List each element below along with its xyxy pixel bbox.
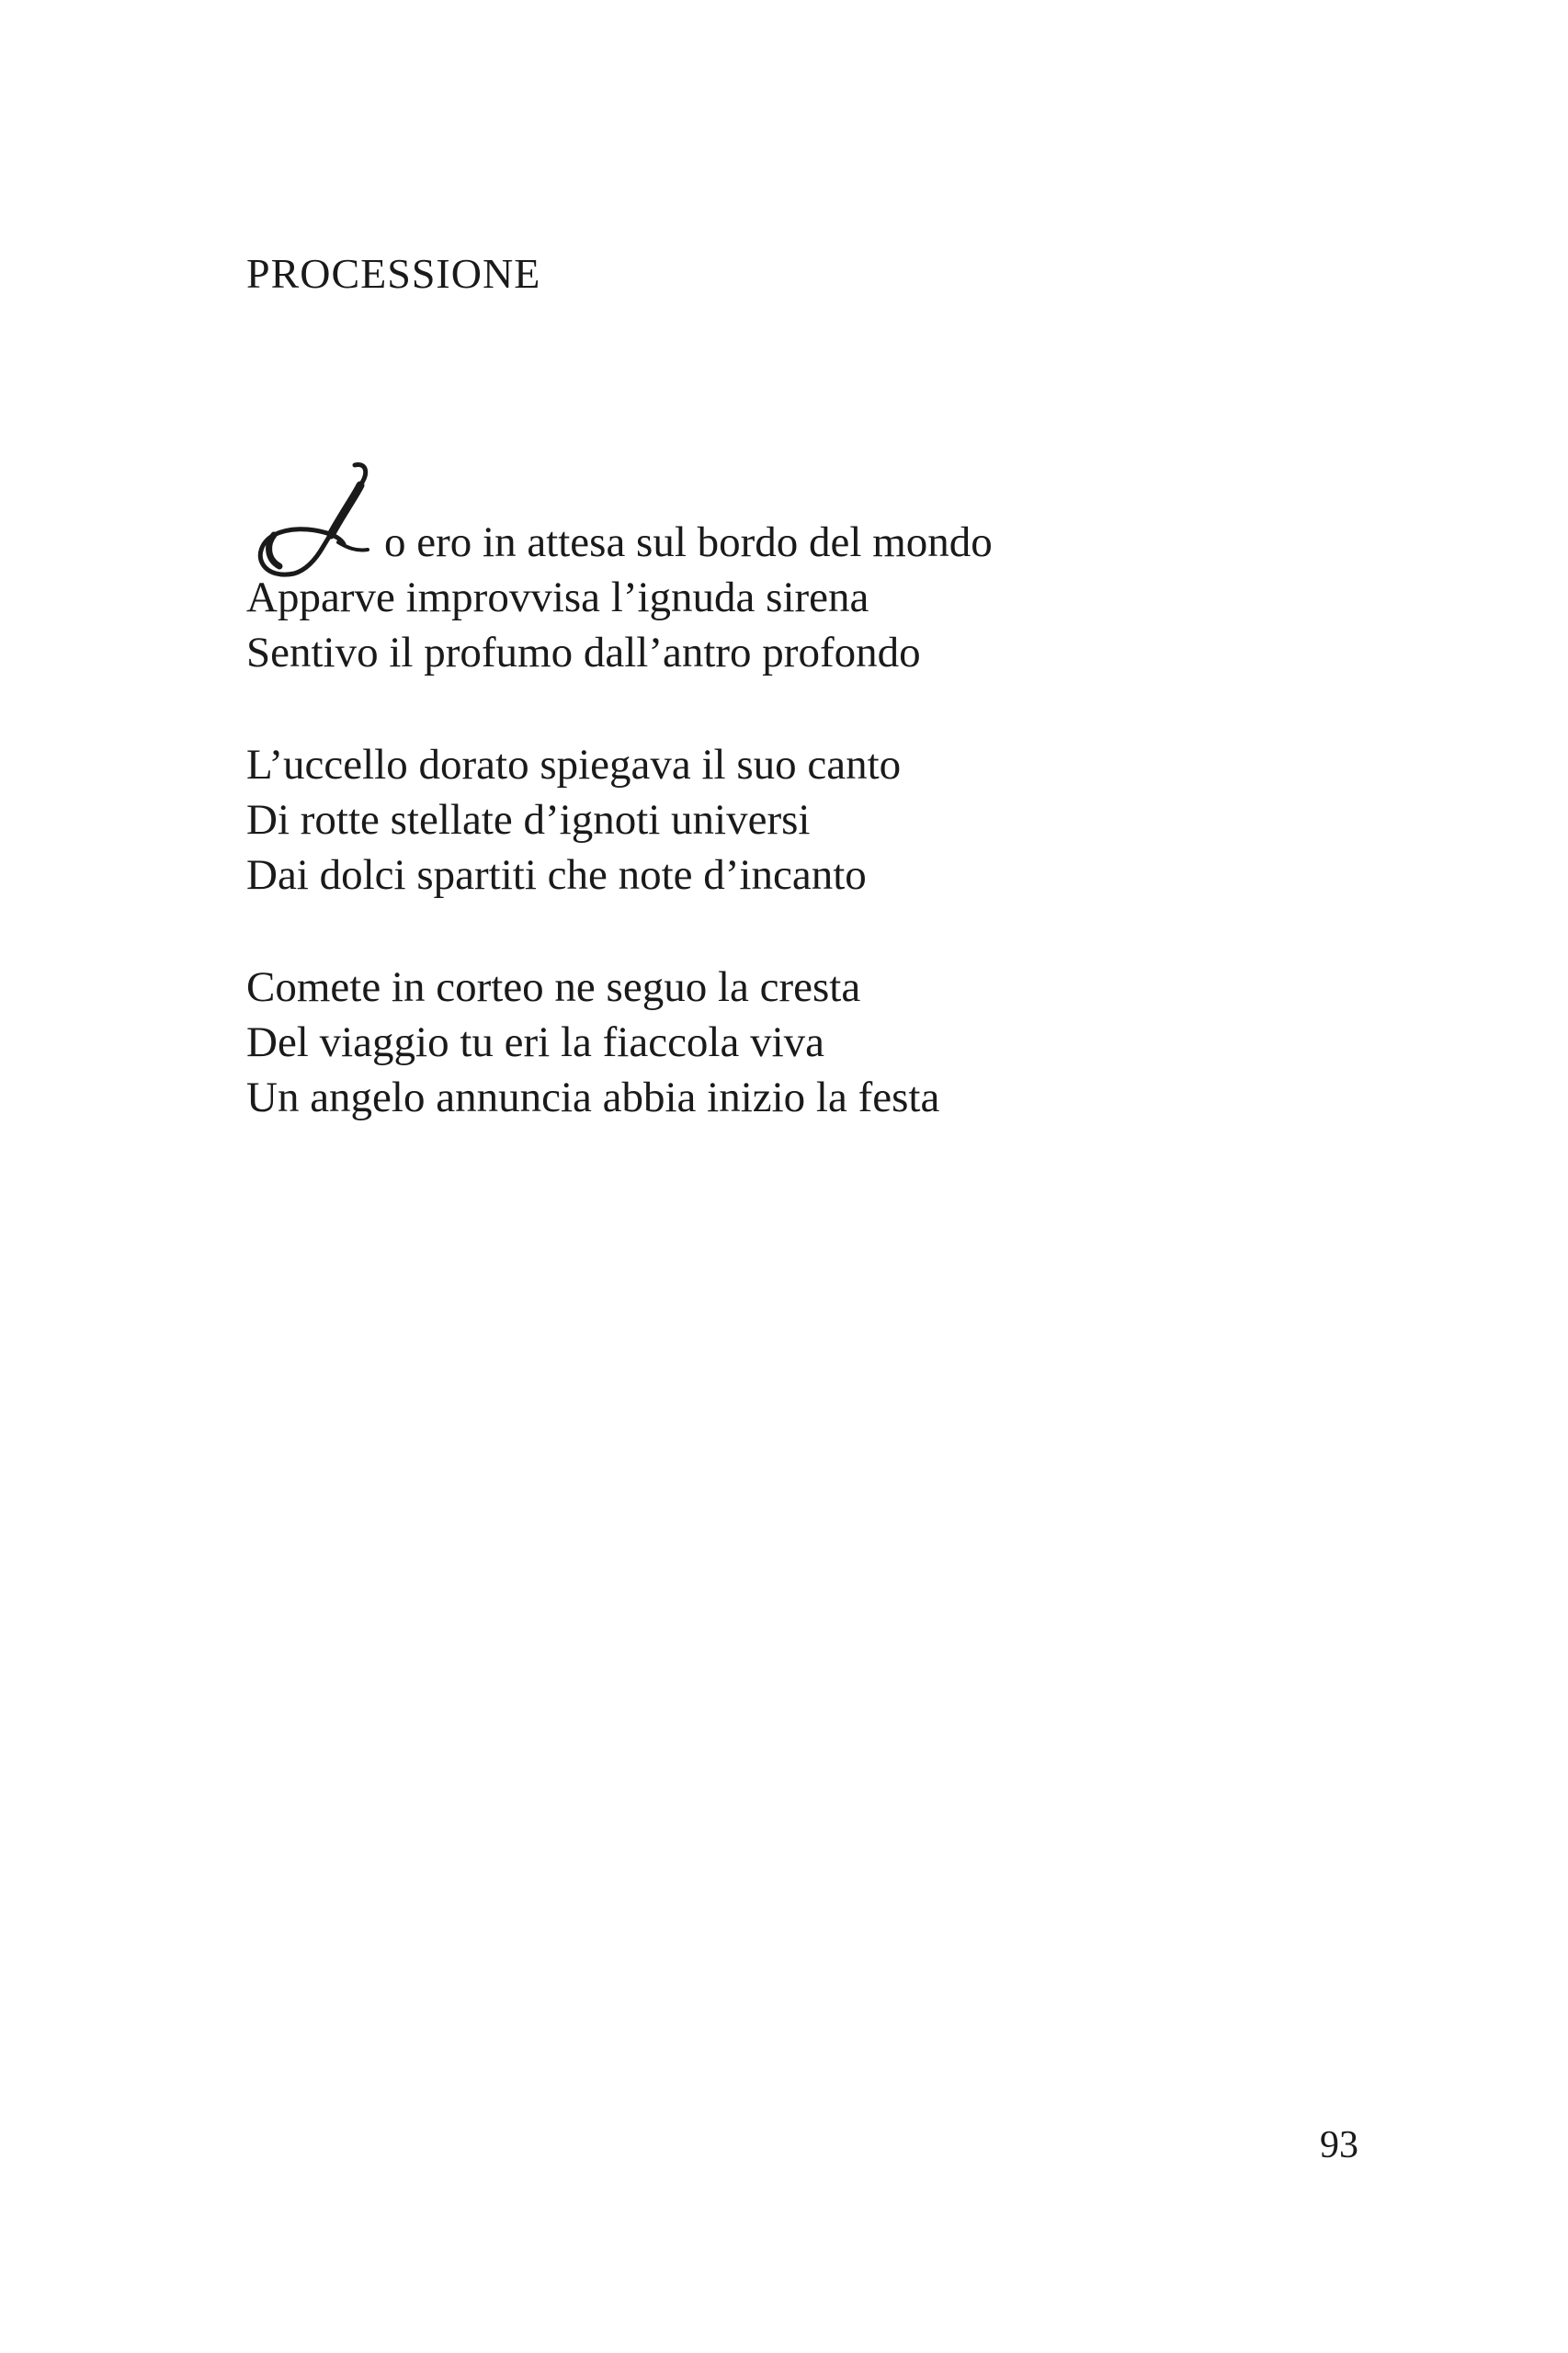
poem-line: Comete in corteo ne seguo la cresta <box>246 963 861 1011</box>
poem-line: Sentivo il profumo dall’antro profondo <box>246 629 921 676</box>
stanza-2 <box>246 737 1349 903</box>
stanza-3 <box>246 960 1349 1125</box>
poem-line: Di rotte stellate d’ignoti universi <box>246 796 811 844</box>
poem-line: Del viaggio tu eri la fiaccola viva <box>246 1018 825 1066</box>
poem-title: PROCESSIONE <box>246 250 541 297</box>
poem-line: Un angelo annuncia abbia inizio la festa <box>246 1074 940 1121</box>
poem-line: L’uccello dorato spiegava il suo canto <box>246 741 902 789</box>
poem-line-first <box>246 515 1349 570</box>
poem-line: Apparve improvvisa l’ignuda sirena <box>246 574 869 621</box>
poem-body <box>246 515 1349 1182</box>
drop-cap-i <box>246 460 393 579</box>
poem-line: Dai dolci spartiti che note d’incanto <box>246 851 867 899</box>
poem-line-text: o ero in attesa sul bordo del mondo <box>384 518 993 566</box>
page-number: 93 <box>1320 2124 1358 2166</box>
stanza-1 <box>246 515 1349 680</box>
